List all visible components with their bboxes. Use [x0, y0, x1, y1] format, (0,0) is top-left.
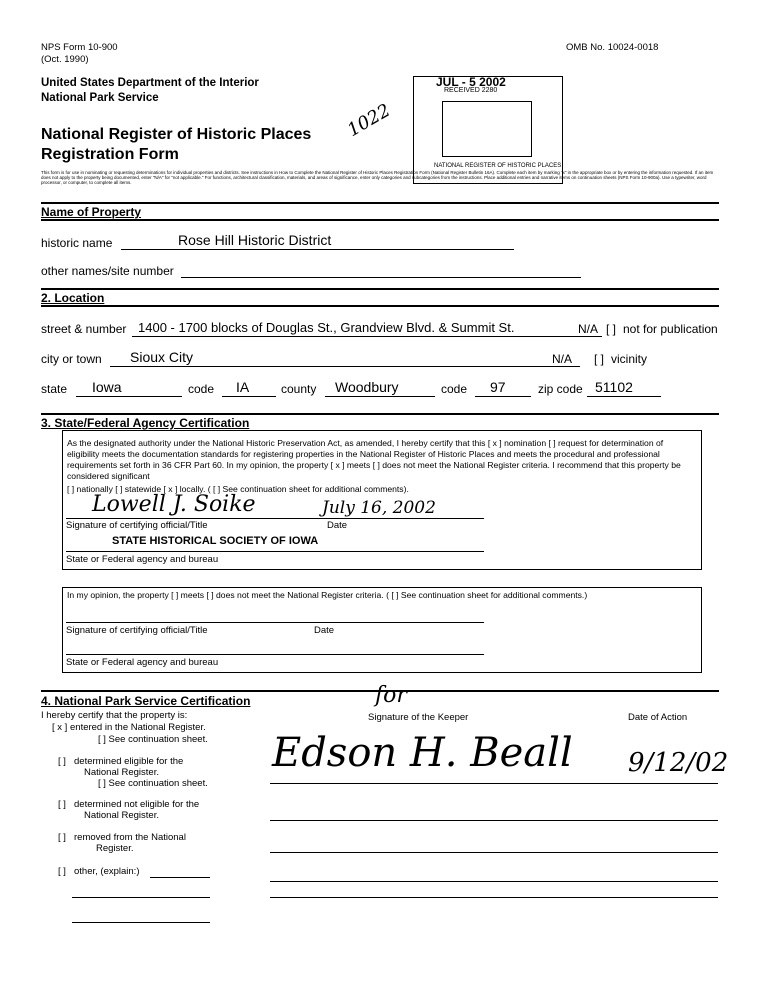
county-value: Woodbury — [335, 379, 399, 395]
street-value: 1400 - 1700 blocks of Douglas St., Grandview Blvd. & Summit St. — [138, 320, 515, 335]
state-code-value: IA — [236, 379, 250, 395]
removed-label-2: Register. — [96, 843, 134, 854]
significance-line: [ ] nationally [ ] statewide [ x ] locally. ( [ ] See continuation sheet for additional comments). — [67, 484, 409, 494]
eligible-label-2: National Register. — [84, 767, 159, 778]
received-stamp — [413, 76, 563, 184]
date-of-action-label: Date of Action — [628, 712, 688, 723]
other-checkbox[interactable]: [ ] — [58, 866, 66, 877]
county-code-value: 97 — [490, 379, 506, 395]
street-na: N/A — [578, 322, 599, 336]
agency-line-2 — [66, 654, 484, 655]
not-eligible-label-2: National Register. — [84, 810, 159, 821]
keeper-line — [270, 783, 718, 784]
keeper-signature-label: Signature of the Keeper — [368, 712, 469, 723]
stamp-bottom-text: NATIONAL REGISTER OF HISTORIC PLACES — [434, 163, 562, 169]
section4-heading: 4. National Park Service Certification — [41, 694, 251, 708]
form-instructions: This form is for use in nominating or requesting determinations for individual properties and districts. See instructions in How to Complete the National Register of Historic Places Registration Form (National Register Bulletin 16A). Complete each item by marking "x" in the appropriate box or by entering the information requested. If an item does not apply to the property being documented, enter "N/A" for "not applicable." For functions, architectural classification, materials, and areas of significance, enter only categories and subcategories from the instructions. Place additional entries and narrative items on continuation sheets (NPS Form 10-900a). Use a typewriter, word processor, or computer, to complete all items. — [41, 170, 714, 185]
section3-heading: 3. State/Federal Agency Certification — [41, 416, 250, 430]
other-explain-line — [72, 897, 210, 898]
other-explain-line — [72, 922, 210, 923]
other-names-label: other names/site number — [41, 264, 174, 278]
vicinity-checkbox[interactable]: [ ] — [594, 352, 605, 366]
agency-label: State or Federal agency and bureau — [66, 554, 219, 565]
city-label: city or town — [41, 352, 102, 366]
form-number: NPS Form 10-900 — [41, 42, 118, 53]
zip-value: 51102 — [595, 379, 633, 395]
not-eligible-checkbox[interactable]: [ ] — [58, 799, 66, 810]
vicinity-label: vicinity — [611, 352, 648, 366]
not-for-publication-checkbox[interactable]: [ ] — [606, 322, 617, 336]
not-for-publication-label: not for publication — [623, 322, 718, 336]
agency-line — [66, 551, 484, 552]
form-title: National Register of Historic Places — [41, 126, 312, 143]
service-name: National Park Service — [41, 92, 159, 104]
keeper-line — [270, 820, 718, 821]
street-label: street & number — [41, 322, 127, 336]
not-eligible-label: determined not eligible for the — [74, 799, 200, 810]
entered-checkbox[interactable]: [ x ] — [52, 722, 68, 733]
keeper-line — [270, 852, 718, 853]
form-subtitle: Registration Form — [41, 146, 179, 163]
section2-heading: 2. Location — [41, 291, 105, 305]
removed-checkbox[interactable]: [ ] — [58, 832, 66, 843]
eligible-label: determined eligible for the — [74, 756, 184, 767]
certifying-date-label: Date — [327, 520, 348, 531]
keeper-line — [270, 881, 718, 882]
eligible-checkbox[interactable]: [ ] — [58, 756, 66, 767]
rule — [41, 288, 719, 290]
other-label: other, (explain:) — [74, 866, 140, 877]
stamp-received: RECEIVED 2280 — [444, 87, 498, 94]
section1-heading: Name of Property — [41, 205, 142, 219]
keeper-signature: Edson H. Beall — [272, 730, 573, 776]
rule — [41, 413, 719, 415]
state-label: state — [41, 382, 68, 396]
keeper-for-text: for — [375, 683, 407, 708]
opinion-text: In my opinion, the property [ ] meets [ ] does not meet the National Register criteria. ( [ ] See continuation sheet for additional comments.) — [67, 590, 588, 600]
entered-continuation: [ ] See continuation sheet. — [98, 734, 208, 745]
rule — [41, 305, 719, 307]
rule — [41, 219, 719, 221]
certifying-date: July 16, 2002 — [322, 498, 436, 518]
historic-name-value: Rose Hill Historic District — [178, 232, 332, 248]
county-label: county — [281, 382, 317, 396]
historic-name-label: historic name — [41, 236, 113, 250]
commenting-agency-label: State or Federal agency and bureau — [66, 657, 219, 668]
commenting-signature-label: Signature of certifying official/Title — [66, 625, 208, 636]
certification-text: As the designated authority under the National Historic Preservation Act, as amended, I hereby certify that this [ x ] nomination [ ] request for determination of eligibility meets the documentation standards for registering properties in the National Register of Historic Places and meets the procedural and professional requirements set forth in 36 CFR Part 60. In my opinion, the property [ x ] meets [ ] does not meet the National Register criteria. I recommend that this property be considered significant — [67, 438, 681, 481]
certifying-signature-label: Signature of certifying official/Title — [66, 520, 208, 531]
zip-label: zip code — [538, 382, 583, 396]
stamp-inner-box — [442, 101, 532, 157]
signature-line-2 — [66, 622, 484, 623]
state-code-label: code — [188, 382, 215, 396]
omb-number: OMB No. 10024-0018 — [566, 42, 659, 53]
signature-line — [66, 518, 484, 519]
city-value: Sioux City — [130, 349, 194, 365]
commenting-date-label: Date — [314, 625, 335, 636]
stamp-date: JUL - 5 2002 — [436, 75, 506, 89]
certifying-signature: Lowell J. Soike — [92, 492, 256, 517]
removed-label: removed from the National — [74, 832, 186, 843]
keeper-line — [270, 897, 718, 898]
form-date: (Oct. 1990) — [41, 54, 89, 65]
other-explain-line — [150, 877, 210, 878]
handwritten-number: 1022 — [343, 99, 394, 142]
state-value: Iowa — [92, 379, 122, 395]
department-name: United States Department of the Interior — [41, 77, 259, 89]
action-date: 9/12/02 — [628, 748, 729, 778]
county-code-label: code — [441, 382, 468, 396]
eligible-continuation: [ ] See continuation sheet. — [98, 778, 208, 789]
other-names-underline — [181, 262, 581, 278]
city-na: N/A — [552, 352, 573, 366]
entered-label: entered in the National Register. — [70, 722, 206, 733]
rule — [41, 202, 719, 204]
agency-name: STATE HISTORICAL SOCIETY OF IOWA — [112, 535, 319, 547]
certify-text: I hereby certify that the property is: — [41, 710, 188, 721]
